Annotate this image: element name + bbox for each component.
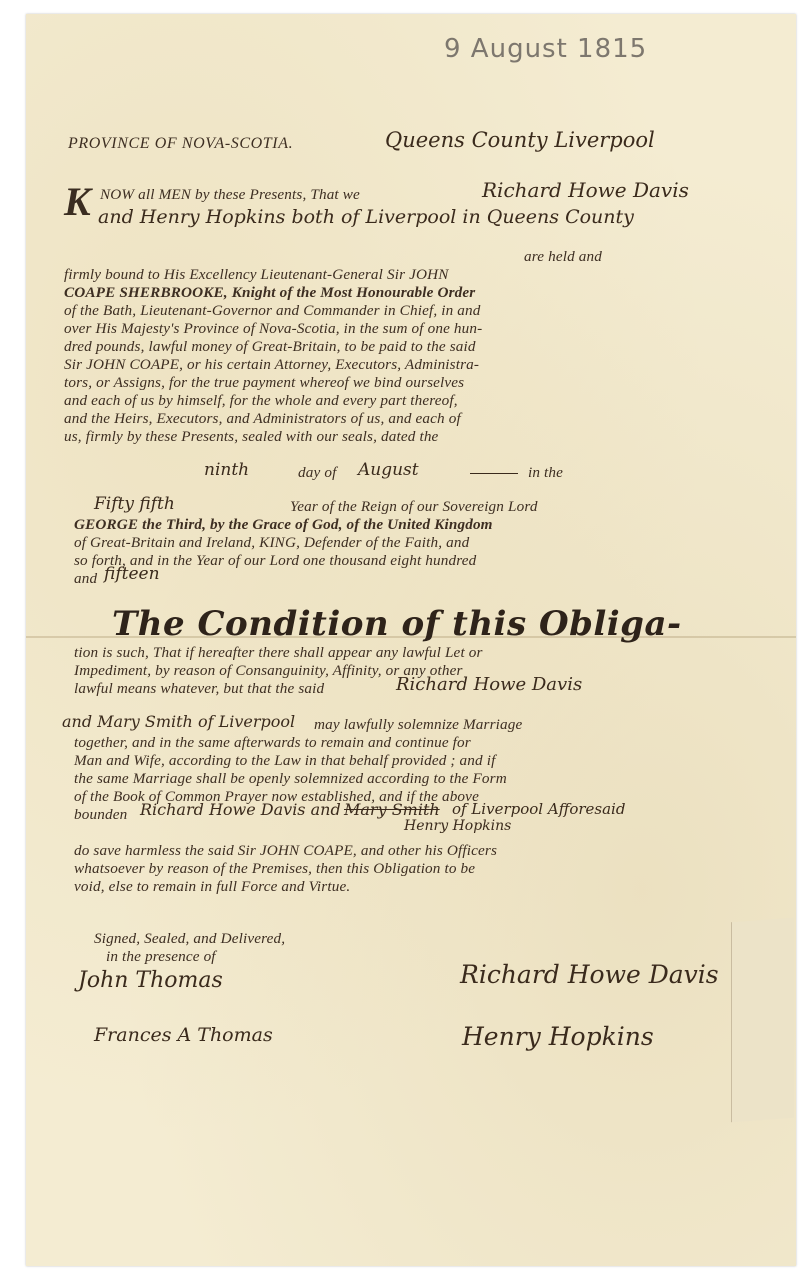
condition-line-10: void, else to remain in full Force and Virtue. — [74, 878, 351, 895]
pencil-date-note: 9 August 1815 — [444, 34, 648, 64]
handwritten-reign-year: Fifty fifth — [94, 494, 175, 514]
bond-line-0: are held and — [524, 248, 603, 265]
struck-name: Mary Smith — [344, 800, 440, 819]
presence-label: in the presence of — [106, 948, 216, 965]
signed-sealed-label: Signed, Sealed, and Delivered, — [94, 930, 286, 947]
condition-line-9: whatsoever by reason of the Premises, then this Obligation to be — [74, 860, 476, 877]
handwritten-names-2: and Henry Hopkins both of Liverpool in Queens County — [98, 206, 634, 228]
bond-line-6: Sir JOHN COAPE, or his certain Attorney, Executors, Administra- — [64, 356, 480, 373]
opening-printed-text: NOW all MEN by these Presents, That we — [100, 186, 360, 203]
handwritten-county: Queens County Liverpool — [385, 128, 655, 152]
bond-line-7: tors, or Assigns, for the true payment whereof we bind ourselves — [64, 374, 465, 391]
condition-may: may lawfully solemnize Marriage — [314, 716, 523, 733]
handwritten-groom: Richard Howe Davis — [396, 674, 583, 695]
witness-signature-1: John Thomas — [78, 968, 223, 993]
reign-line-4: so forth, and in the Year of our Lord one thousand eight hundred — [74, 552, 477, 569]
handwritten-henry: Henry Hopkins — [404, 818, 512, 834]
reign-and: and — [74, 570, 98, 587]
reign-line-1: Year of the Reign of our Sovereign Lord — [290, 498, 538, 515]
bounden-label: bounden — [74, 806, 128, 823]
in-the-label: in the — [528, 464, 564, 481]
handwritten-bounden-name: Richard Howe Davis and — [140, 800, 341, 819]
bond-line-4: over His Majesty's Province of Nova-Scotia, in the sum of one hun- — [64, 320, 483, 337]
bond-line-10: us, firmly by these Presents, sealed with our seals, dated the — [64, 428, 439, 445]
bond-line-9: and the Heirs, Executors, and Administrators of us, and each of — [64, 410, 461, 427]
condition-line-6: the same Marriage shall be openly solemnized according to the Form — [74, 770, 507, 787]
province-heading: PROVINCE OF NOVA-SCOTIA. — [68, 135, 294, 152]
condition-line-1: tion is such, That if hereafter there shall appear any lawful Let or — [74, 644, 483, 661]
condition-line-4: together, and in the same afterwards to remain and continue for — [74, 734, 471, 751]
reign-line-2: GEORGE the Third, by the Grace of God, of the United Kingdom — [74, 516, 493, 533]
condition-heading: The Condition of this Obliga- — [112, 604, 682, 644]
bond-line-5: dred pounds, lawful money of Great-Britain, to be paid to the said — [64, 338, 476, 355]
torn-seal-flap — [731, 918, 794, 1122]
bond-line-8: and each of us by himself, for the whole and every part thereof, — [64, 392, 458, 409]
drop-cap: K — [64, 179, 91, 224]
condition-line-8: do save harmless the said Sir JOHN COAPE, and other his Officers — [74, 842, 498, 859]
reign-line-3: of Great-Britain and Ireland, KING, Defender of the Faith, and — [74, 534, 470, 551]
bond-line-3: of the Bath, Lieutenant-Governor and Commander in Chief, in and — [64, 302, 481, 319]
handwritten-month: August — [358, 460, 419, 480]
handwritten-names-1: Richard Howe Davis — [482, 178, 689, 202]
signer-signature-2: Henry Hopkins — [462, 1022, 654, 1051]
signer-signature-1: Richard Howe Davis — [460, 960, 719, 989]
handwritten-day: ninth — [204, 460, 250, 480]
day-of-label: day of — [298, 464, 337, 481]
blank-dash — [470, 473, 518, 474]
condition-line-2: Impediment, by reason of Consanguinity, Affinity, or any other — [74, 662, 463, 679]
witness-signature-2: Frances A Thomas — [94, 1024, 273, 1046]
bond-line-1: firmly bound to His Excellency Lieutenant-General Sir JOHN — [64, 266, 449, 283]
condition-line-7: of the Book of Common Prayer now established, and if the above — [74, 788, 479, 805]
handwritten-bride: and Mary Smith of Liverpool — [62, 712, 296, 731]
handwritten-of-liverpool: of Liverpool Afforesaid — [452, 800, 626, 818]
bond-line-2: COAPE SHERBROOKE, Knight of the Most Honourable Order — [64, 284, 476, 301]
condition-line-3: lawful means whatever, but that the said — [74, 680, 325, 697]
handwritten-fifteen: fifteen — [104, 564, 160, 584]
condition-line-5: Man and Wife, according to the Law in that behalf provided ; and if — [74, 752, 496, 769]
